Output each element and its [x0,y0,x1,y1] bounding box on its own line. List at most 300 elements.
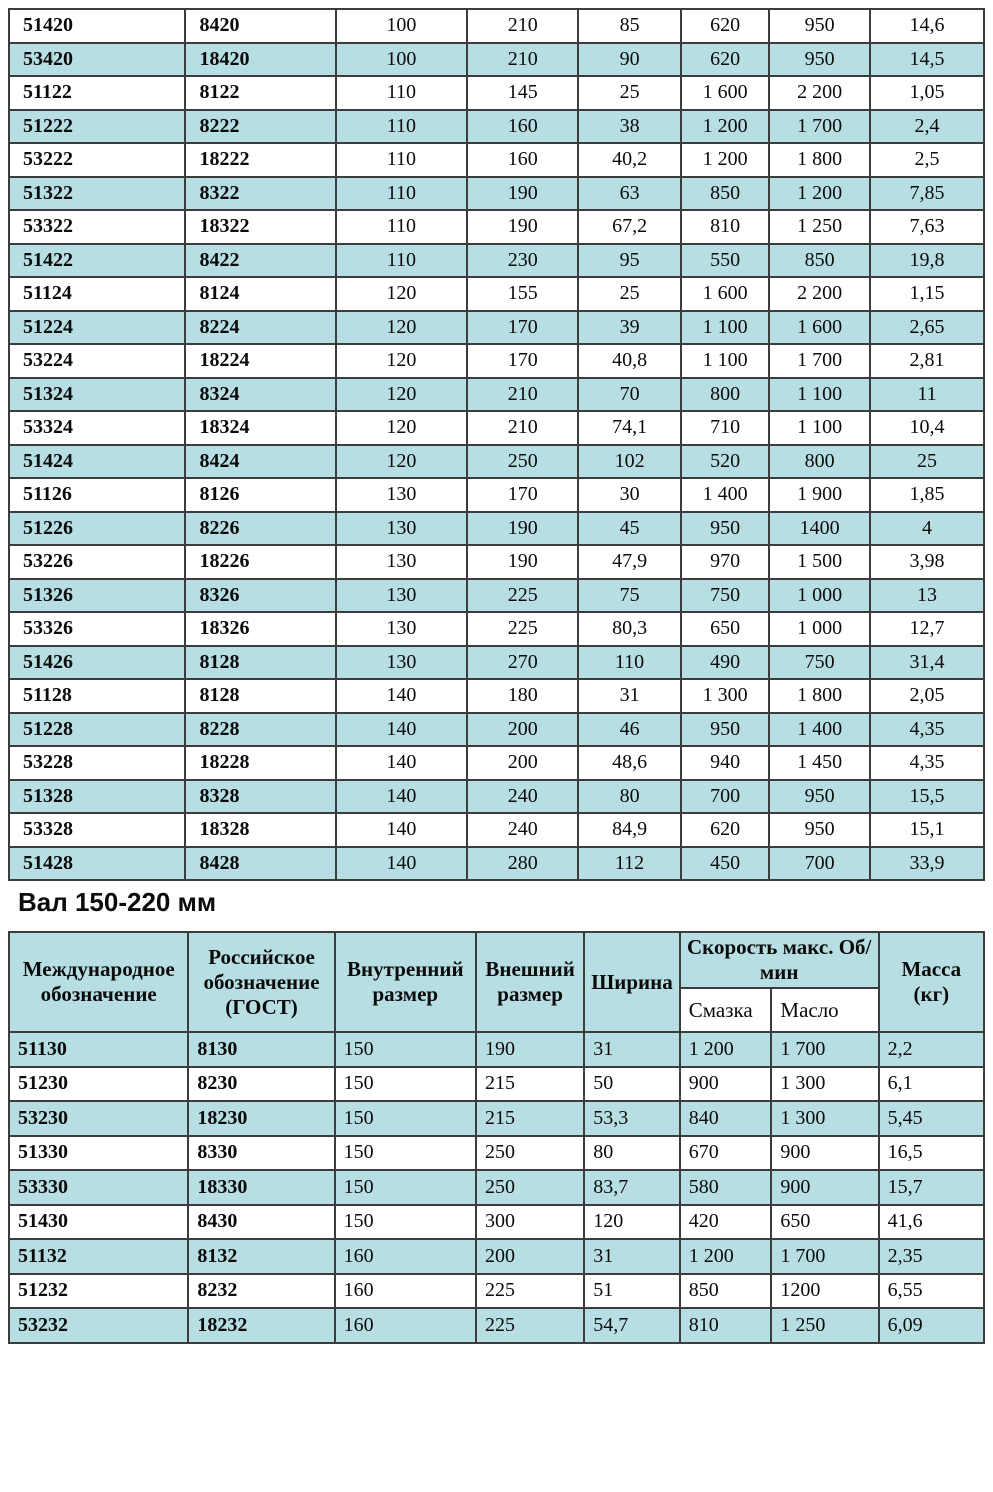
table-cell: 8422 [185,244,335,278]
table-cell: 240 [467,813,578,847]
table-cell: 150 [335,1032,476,1067]
table-cell: 150 [335,1067,476,1102]
table-cell: 80,3 [578,612,680,646]
table-row [9,277,984,311]
table-cell: 520 [681,445,770,479]
table-cell: 140 [336,713,468,747]
table-row [9,143,984,177]
table-cell: 51226 [9,512,185,546]
table-cell: 120 [336,344,468,378]
table-cell: 190 [476,1032,584,1067]
table-cell: 130 [336,545,468,579]
table-row [9,43,984,77]
table-cell: 650 [681,612,770,646]
table-cell: 6,1 [879,1067,984,1102]
table-cell: 200 [476,1239,584,1274]
table-cell: 18420 [185,43,335,77]
table-cell: 130 [336,646,468,680]
table-cell: 51224 [9,311,185,345]
table-cell: 145 [467,76,578,110]
table-row [9,76,984,110]
table-row [9,746,984,780]
table-row [9,411,984,445]
header-mass-kg: Масса (кг) [879,932,984,1032]
table-cell: 130 [336,512,468,546]
header-outer-size: Внешний размер [476,932,584,1032]
table-cell: 54,7 [584,1308,680,1343]
table-cell: 8232 [188,1274,334,1309]
table-cell: 160 [467,110,578,144]
table-cell: 160 [335,1274,476,1309]
table-cell: 8226 [185,512,335,546]
table-cell: 90 [578,43,680,77]
table-row [9,545,984,579]
table-cell: 270 [467,646,578,680]
table-cell: 8224 [185,311,335,345]
table-cell: 51328 [9,780,185,814]
table-cell: 1 100 [681,311,770,345]
table-cell: 51126 [9,478,185,512]
table-cell: 140 [336,813,468,847]
table-cell: 210 [467,43,578,77]
table-cell: 180 [467,679,578,713]
table-cell: 225 [476,1274,584,1309]
table-cell: 4,35 [870,746,984,780]
table-cell: 1 200 [681,143,770,177]
table-cell: 8430 [188,1205,334,1240]
table-cell: 700 [769,847,869,881]
table-cell: 8428 [185,847,335,881]
table-cell: 700 [681,780,770,814]
table-cell: 110 [336,244,468,278]
table-cell: 38 [578,110,680,144]
table-cell: 120 [336,311,468,345]
bearings-table-lower-body [9,1032,984,1343]
table-cell: 19,8 [870,244,984,278]
table-cell: 1 300 [681,679,770,713]
table-row [9,445,984,479]
table-cell: 53324 [9,411,185,445]
table-cell: 250 [476,1136,584,1171]
table-cell: 63 [578,177,680,211]
table-cell: 45 [578,512,680,546]
table-cell: 200 [467,713,578,747]
table-cell: 1 200 [680,1032,772,1067]
table-cell: 420 [680,1205,772,1240]
table-cell: 51222 [9,110,185,144]
table-cell: 51 [584,1274,680,1309]
table-cell: 300 [476,1205,584,1240]
table-cell: 210 [467,411,578,445]
table-cell: 2,35 [879,1239,984,1274]
table-cell: 1,15 [870,277,984,311]
table-cell: 40,2 [578,143,680,177]
table-cell: 25 [870,445,984,479]
table-cell: 51424 [9,445,185,479]
header-oil: Масло [771,988,878,1032]
table-cell: 450 [681,847,770,881]
table-cell: 8424 [185,445,335,479]
table-cell: 2,2 [879,1032,984,1067]
table-row [9,1032,984,1067]
table-cell: 8326 [185,579,335,613]
table-cell: 8128 [185,646,335,680]
table-cell: 155 [467,277,578,311]
table-cell: 150 [335,1205,476,1240]
table-cell: 51420 [9,9,185,43]
table-cell: 53232 [9,1308,188,1343]
table-cell: 950 [681,713,770,747]
table-cell: 51128 [9,679,185,713]
table-cell: 15,5 [870,780,984,814]
table-cell: 18230 [188,1101,334,1136]
table-cell: 110 [336,143,468,177]
table-cell: 8324 [185,378,335,412]
table-cell: 110 [336,76,468,110]
table-row [9,1239,984,1274]
table-cell: 850 [680,1274,772,1309]
table-cell: 75 [578,579,680,613]
table-cell: 225 [467,612,578,646]
table-cell: 51426 [9,646,185,680]
table-cell: 48,6 [578,746,680,780]
table-cell: 750 [769,646,869,680]
table-cell: 1 100 [681,344,770,378]
table-row [9,110,984,144]
table-cell: 102 [578,445,680,479]
table-cell: 1 900 [769,478,869,512]
table-cell: 8124 [185,277,335,311]
table-cell: 970 [681,545,770,579]
table-cell: 11 [870,378,984,412]
table-row [9,1136,984,1171]
table-cell: 810 [681,210,770,244]
table-row [9,344,984,378]
table-cell: 18224 [185,344,335,378]
table-cell: 190 [467,545,578,579]
table-cell: 31,4 [870,646,984,680]
table-cell: 1 600 [769,311,869,345]
table-cell: 15,1 [870,813,984,847]
header-inner-size: Внутренний размер [335,932,476,1032]
header-width: Ширина [584,932,680,1032]
header-max-speed-group: Скорость макс. Об/мин [680,932,879,988]
section-heading: Вал 150-220 мм [18,887,217,917]
table-cell: 25 [578,277,680,311]
table-cell: 33,9 [870,847,984,881]
table-cell: 160 [467,143,578,177]
table-cell: 1 600 [681,277,770,311]
table-cell: 18326 [185,612,335,646]
table-cell: 110 [578,646,680,680]
table-cell: 120 [336,445,468,479]
table-cell: 18324 [185,411,335,445]
table-cell: 1,85 [870,478,984,512]
table-cell: 210 [467,9,578,43]
table-cell: 120 [336,277,468,311]
table-cell: 8128 [185,679,335,713]
table-cell: 1 400 [769,713,869,747]
table-cell: 170 [467,344,578,378]
table-cell: 41,6 [879,1205,984,1240]
table-cell: 280 [467,847,578,881]
table-cell: 51324 [9,378,185,412]
table-cell: 190 [467,512,578,546]
table-cell: 1400 [769,512,869,546]
table-cell: 840 [680,1101,772,1136]
table-cell: 15,7 [879,1170,984,1205]
table-cell: 53222 [9,143,185,177]
bearings-table-lower [8,931,985,1344]
table-cell: 1,05 [870,76,984,110]
table-cell: 51422 [9,244,185,278]
table-cell: 13 [870,579,984,613]
table-cell: 1 500 [769,545,869,579]
table-cell: 18228 [185,746,335,780]
header-international-designation: Международное обозначение [9,932,188,1032]
table-cell: 1 100 [769,378,869,412]
table-cell: 1 250 [769,210,869,244]
table-cell: 190 [467,177,578,211]
table-cell: 5,45 [879,1101,984,1136]
bearings-table-upper [8,8,985,881]
table-cell: 250 [476,1170,584,1205]
table-cell: 14,6 [870,9,984,43]
table-cell: 2,5 [870,143,984,177]
table-row [9,679,984,713]
table-cell: 580 [680,1170,772,1205]
table-cell: 1 800 [769,679,869,713]
table-cell: 550 [681,244,770,278]
table-cell: 810 [680,1308,772,1343]
table-cell: 940 [681,746,770,780]
table-cell: 490 [681,646,770,680]
table-cell: 8328 [185,780,335,814]
table-cell: 10,4 [870,411,984,445]
table-row [9,713,984,747]
table-cell: 130 [336,612,468,646]
table-cell: 85 [578,9,680,43]
table-cell: 51430 [9,1205,188,1240]
table-cell: 215 [476,1101,584,1136]
table-cell: 51122 [9,76,185,110]
table-cell: 140 [336,746,468,780]
table-cell: 110 [336,210,468,244]
table-cell: 18330 [188,1170,334,1205]
table-cell: 51230 [9,1067,188,1102]
table-cell: 1 200 [769,177,869,211]
table-cell: 1 700 [769,344,869,378]
table-cell: 40,8 [578,344,680,378]
table-cell: 8132 [188,1239,334,1274]
table-cell: 53224 [9,344,185,378]
table-cell: 51130 [9,1032,188,1067]
table-cell: 53230 [9,1101,188,1136]
table-row [9,244,984,278]
table-cell: 8420 [185,9,335,43]
table-cell: 1 700 [769,110,869,144]
table-row [9,813,984,847]
table-cell: 53,3 [584,1101,680,1136]
table-cell: 800 [681,378,770,412]
table-cell: 70 [578,378,680,412]
table-cell: 1 000 [769,579,869,613]
table-cell: 53330 [9,1170,188,1205]
table-cell: 230 [467,244,578,278]
table-row [9,579,984,613]
table-cell: 83,7 [584,1170,680,1205]
table-cell: 46 [578,713,680,747]
table-cell: 18232 [188,1308,334,1343]
table-cell: 2,4 [870,110,984,144]
table-cell: 110 [336,177,468,211]
table-cell: 50 [584,1067,680,1102]
table-cell: 8230 [188,1067,334,1102]
table-cell: 110 [336,110,468,144]
table-cell: 53326 [9,612,185,646]
table-cell: 160 [335,1239,476,1274]
table-cell: 2,81 [870,344,984,378]
table-cell: 225 [476,1308,584,1343]
table-cell: 7,63 [870,210,984,244]
table-cell: 1 400 [681,478,770,512]
table-cell: 1200 [771,1274,878,1309]
table-cell: 900 [680,1067,772,1102]
table-cell: 140 [336,780,468,814]
table-cell: 51124 [9,277,185,311]
table-cell: 170 [467,311,578,345]
table-cell: 47,9 [578,545,680,579]
bearings-table-upper-body [9,9,984,880]
table-cell: 150 [335,1101,476,1136]
table-row [9,478,984,512]
table-cell: 8126 [185,478,335,512]
table-cell: 95 [578,244,680,278]
table-cell: 51428 [9,847,185,881]
table-cell: 53228 [9,746,185,780]
table-cell: 620 [681,813,770,847]
table-cell: 31 [584,1239,680,1274]
table-cell: 160 [335,1308,476,1343]
table-cell: 2,05 [870,679,984,713]
table-cell: 3,98 [870,545,984,579]
header-grease: Смазка [680,988,772,1032]
table-cell: 6,09 [879,1308,984,1343]
table-cell: 1 000 [769,612,869,646]
table-row [9,646,984,680]
table-row [9,1205,984,1240]
table-cell: 67,2 [578,210,680,244]
table-cell: 8322 [185,177,335,211]
table-cell: 130 [336,478,468,512]
table-cell: 225 [467,579,578,613]
table-cell: 39 [578,311,680,345]
table-cell: 8330 [188,1136,334,1171]
bearings-table-lower-header [9,932,984,1032]
table-cell: 18322 [185,210,335,244]
table-cell: 1 200 [681,110,770,144]
table-cell: 190 [467,210,578,244]
table-cell: 900 [771,1136,878,1171]
table-cell: 31 [584,1032,680,1067]
table-cell: 31 [578,679,680,713]
table-cell: 120 [336,411,468,445]
table-row [9,1101,984,1136]
header-russian-designation-gost: Российское обозначение (ГОСТ) [188,932,334,1032]
table-cell: 51228 [9,713,185,747]
table-cell: 84,9 [578,813,680,847]
table-cell: 7,85 [870,177,984,211]
table-cell: 620 [681,9,770,43]
table-cell: 80 [584,1136,680,1171]
table-cell: 130 [336,579,468,613]
table-cell: 100 [336,43,468,77]
table-cell: 900 [771,1170,878,1205]
table-cell: 950 [769,43,869,77]
table-cell: 112 [578,847,680,881]
table-cell: 14,5 [870,43,984,77]
table-row [9,512,984,546]
table-row [9,210,984,244]
table-cell: 18328 [185,813,335,847]
table-cell: 51330 [9,1136,188,1171]
table-row [9,1170,984,1205]
table-cell: 200 [467,746,578,780]
table-row [9,780,984,814]
table-cell: 750 [681,579,770,613]
table-cell: 150 [335,1136,476,1171]
table-cell: 51132 [9,1239,188,1274]
table-cell: 6,55 [879,1274,984,1309]
table-cell: 1 800 [769,143,869,177]
table-cell: 950 [769,813,869,847]
table-row [9,177,984,211]
table-cell: 1 300 [771,1101,878,1136]
table-cell: 30 [578,478,680,512]
table-cell: 8130 [188,1032,334,1067]
table-cell: 16,5 [879,1136,984,1171]
table-cell: 8122 [185,76,335,110]
table-cell: 1 700 [771,1239,878,1274]
table-cell: 53420 [9,43,185,77]
table-cell: 210 [467,378,578,412]
table-row [9,311,984,345]
table-cell: 4 [870,512,984,546]
table-cell: 4,35 [870,713,984,747]
table-cell: 950 [769,780,869,814]
table-cell: 1 200 [680,1239,772,1274]
table-cell: 140 [336,679,468,713]
table-row [9,378,984,412]
table-row [9,1308,984,1343]
table-row [9,847,984,881]
table-cell: 950 [769,9,869,43]
table-cell: 53226 [9,545,185,579]
table-cell: 850 [769,244,869,278]
table-cell: 240 [467,780,578,814]
table-cell: 950 [681,512,770,546]
table-cell: 2,65 [870,311,984,345]
table-cell: 120 [336,378,468,412]
table-cell: 1 300 [771,1067,878,1102]
table-row [9,612,984,646]
table-cell: 1 450 [769,746,869,780]
table-row [9,1067,984,1102]
table-cell: 850 [681,177,770,211]
table-cell: 8222 [185,110,335,144]
table-cell: 74,1 [578,411,680,445]
table-cell: 18222 [185,143,335,177]
